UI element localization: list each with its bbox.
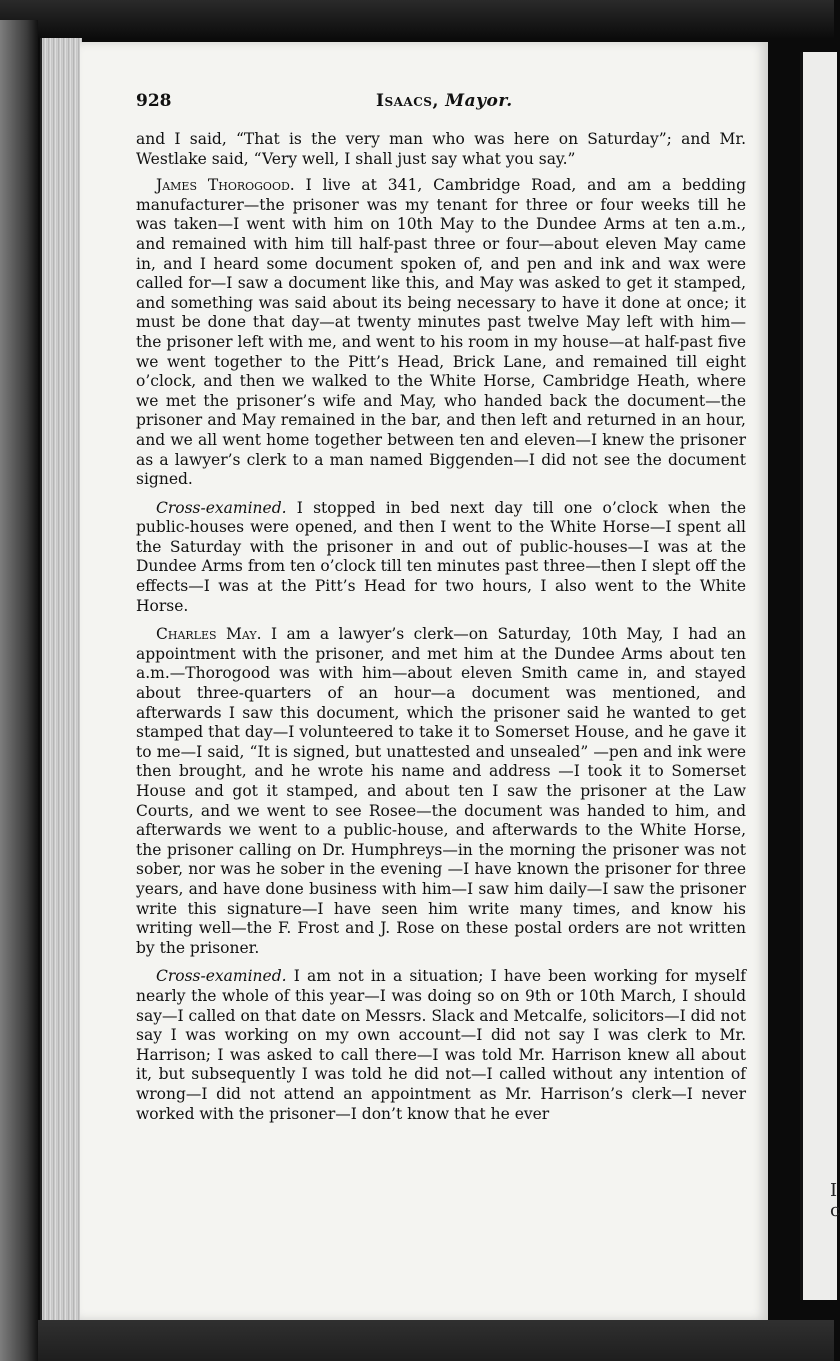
witness-name: Charles May. <box>156 625 262 644</box>
book-cover-edge <box>0 20 38 1361</box>
scan-bottom-edge <box>38 1320 834 1361</box>
testimony-text: I live at 341, Cambridge Road, and am a bedding manufacturer—the prisoner was my tenant for three or four weeks till he was taken—I went with him on 10th May to the Dundee Arms at ten a.m., and remained with him till half-past three or four—about eleven May came in, and I heard some document spoken of, and pen and ink and wax were called for—I saw a document like this, and May was asked to get it stamped, and something was said about its being necessary to have it done at once; it must be done that day—at twenty minutes past twelve May left with him—the prisoner left with me, and went to his room in my house—at half-past five we went together to the Pitt’s Head, Brick Lane, and remained till eight o’clock, and then we walked to the White Horse, Cambridge Heath, where we met the prisoner’s wife and May, who handed back the document—the prisoner and May remained in the bar, and then left and returned in an hour, and we all went home together between ten and eleven—I knew the prisoner as a lawyer’s clerk to a man named Biggenden—I did not see the document signed. <box>136 176 747 489</box>
running-head-title: Mayor. <box>445 91 513 111</box>
facing-page <box>800 52 837 1300</box>
paragraph-continuation: and I said, “That is the very man who was here on Saturday”; and Mr. Westlake said, “Very well, I shall just say what you say.” <box>136 130 746 168</box>
page-header <box>136 91 746 119</box>
facing-page-mark: I <box>830 1180 838 1201</box>
testimony-text: I am not in a situation; I have been working for myself nearly the whole of this year—I was doing so on 9th or 10th March, I should say—I called on that date on Messrs. Slack and Metcalfe, solicitors—I did not say I was working on my own account—I did not say I was clerk to Mr. Harrison; I was asked to call there—I was told Mr. Harrison knew all about it, but subsequently I was told he did not—I called without any intention of wrong—I did not attend an appointment as Mr. Harrison’s clerk—I never worked with the prisoner—I don’t know that he ever <box>136 967 746 1123</box>
cross-examination-thorogood <box>136 499 746 617</box>
testimony-text: I am a lawyer’s clerk—on Saturday, 10th May, I had an appointment with the prisoner, and met him at the Dundee Arms about ten a.m.—Thorogood was with him—about eleven Smith came in, and stayed about three-quarters of an hour—a document was mentioned, and afterwards I saw this document, which the prisoner said he wanted to get stamped that day—I volunteered to take it to Somerset House, and he gave it to me—I said, “It is signed, but unattested and unsealed” —pen and ink were then brought, and he wrote his name and address —I took it to Somerset House and got it stamped, and about ten I saw the prisoner at the Law Courts, and we went to see Rosee—the document was handed to him, and afterwards we went to a public-house, and afterwards to the White Horse, the prisoner calling on Dr. Humphreys—in the morning the prisoner was not sober, nor was he sober in the evening —I have known the prisoner for three years, and have done business with him—I saw him daily—I saw the prisoner write this signature—I have seen him write many times, and know his writing well—the F. Frost and J. Rose on these postal orders are not written by the prisoner. <box>136 625 746 957</box>
testimony-thorogood <box>136 176 746 490</box>
running-head <box>376 91 513 111</box>
testimony-may <box>136 625 746 958</box>
facing-page-mark: c <box>830 1200 840 1221</box>
testimony-text: I stopped in bed next day till one o’clock when the public-houses were opened, and then I went to the White Horse—I spent all the Saturday with the prisoner in and out of public-houses—I was at the Dundee Arms from ten o’clock till ten minutes past three—then I slept off the effects—I was at the Pitt’s Head for two hours, I also went to the White Horse. <box>136 498 746 615</box>
cross-examined-label: Cross-examined. <box>156 498 287 517</box>
body-text <box>136 130 746 1124</box>
cross-examination-may <box>136 967 746 1124</box>
witness-name: James Thorogood. <box>156 176 295 195</box>
cross-examined-label: Cross-examined. <box>156 967 287 986</box>
page-number: 928 <box>136 91 172 111</box>
scan-top-edge <box>0 0 834 38</box>
page-stack-edge <box>40 38 82 1328</box>
running-head-name: Isaacs, <box>376 91 439 111</box>
